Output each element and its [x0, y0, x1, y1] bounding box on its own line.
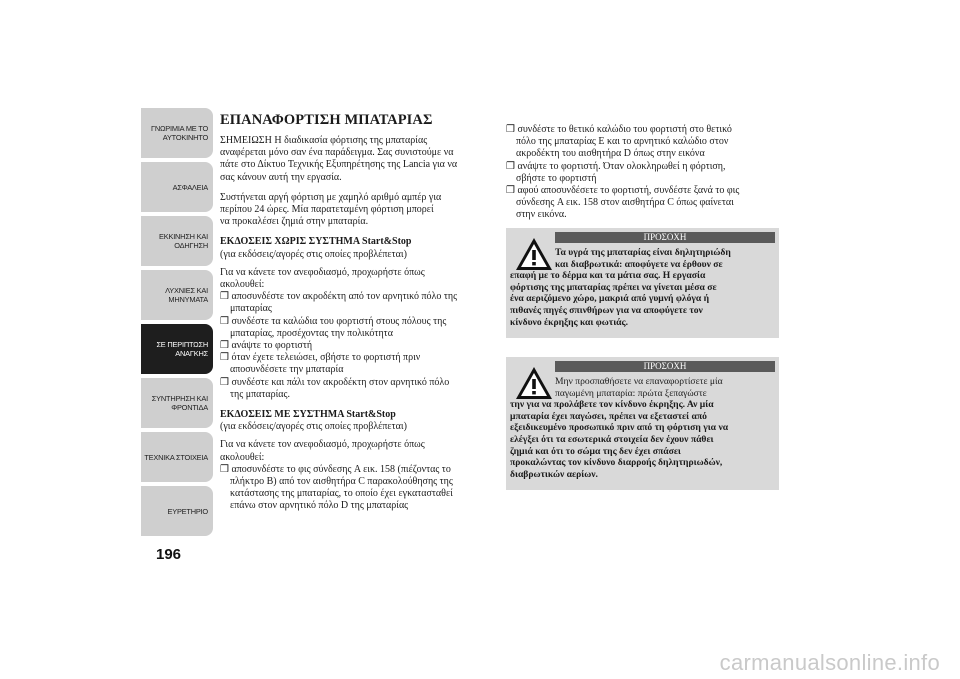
- chapter-tab[interactable]: ΤΕΧΝΙΚΑ ΣΤΟΙΧΕΙΑ: [141, 432, 213, 482]
- intro-line: Για να κάνετε τον ανεφοδιασμό, προχωρήστε όπως: [220, 439, 425, 451]
- warning-line: κίνδυνο έκρηξης και φωτιάς.: [510, 316, 628, 328]
- list-item: ❒ όταν έχετε τελειώσει, σβήστε το φορτιστή πριν αποσυνδέσετε την μπαταρία: [220, 352, 421, 376]
- intro-line: Για να κάνετε τον ανεφοδιασμό, προχωρήστε όπως: [220, 266, 425, 278]
- chapter-tab[interactable]: ΕΥΡΕΤΗΡΙΟ: [141, 486, 213, 536]
- chapter-tab[interactable]: ΣΕ ΠΕΡΙΠΤΩΣΗ ΑΝΑΓΚΗΣ: [141, 324, 213, 374]
- section1-intro: [220, 267, 500, 291]
- note-line: σας κάνουν αυτή την εργασία.: [220, 171, 342, 183]
- warning-line: και διαβρωτικά: αποφύγετε να έρθουν σε: [555, 258, 723, 270]
- warning-line: ελέγξει ότι τα εσωτερικά στοιχεία δεν έχουν πάθει: [510, 433, 714, 445]
- rec-line: περίπου 24 ώρες. Μία παρατεταμένη φόρτιση μπορεί: [220, 204, 434, 216]
- warning-line: εξειδικευμένο προσωπικό πριν από τη φόρτιση για να: [510, 422, 729, 434]
- warning-line: την για να προλάβετε τον κίνδυνο έκρηξης. Αν μία: [510, 399, 714, 411]
- warning-box-1: [506, 228, 779, 338]
- page-number: 196: [156, 546, 182, 563]
- list-item: ❒ συνδέστε τα καλώδια του φορτιστή στους πόλους της μπαταρίας, προσέχοντας την πολικότητα: [220, 315, 447, 339]
- note-paragraph: [220, 135, 500, 184]
- intro-line: ακολουθεί:: [220, 279, 265, 291]
- note-line: ΣΗΜΕΙΩΣΗ Η διαδικασία φόρτισης της μπαταρίας: [220, 135, 428, 146]
- section1-subtitle: (για εκδόσεις/αγορές στις οποίες προβλέπεται): [220, 248, 407, 260]
- warning-line: προκαλώντας τον κίνδυνο διαρροής δηλητηριωδών,: [510, 457, 723, 469]
- chapter-tabs: [141, 108, 213, 540]
- section1-steps: [220, 291, 500, 401]
- warning-header: ΠΡΟΣΟΧΗ: [555, 361, 775, 372]
- section1-title: ΕΚΔΟΣΕΙΣ ΧΩΡΙΣ ΣΥΣΤΗΜΑ Start&Stop: [220, 236, 412, 248]
- list-item: ❒ ανάψτε το φορτιστή: [220, 340, 313, 352]
- warning-triangle-icon: [514, 236, 554, 272]
- warning-line: φόρτισης της μπαταρίας πρέπει να γίνεται μέσα σε: [510, 281, 717, 293]
- section2-subtitle: (για εκδόσεις/αγορές στις οποίες προβλέπεται): [220, 421, 407, 433]
- list-item: ❒ συνδέστε και πάλι τον ακροδέκτη στον αρνητικό πόλο της μπαταρίας.: [220, 376, 450, 400]
- section-title: ΕΠΑΝΑΦΟΡΤΙΣΗ ΜΠΑΤΑΡΙΑΣ: [220, 112, 433, 128]
- warning-line: ένα αεριζόμενο χώρο, μακριά από γυμνή φλόγα ή: [510, 293, 710, 305]
- main-column: [220, 112, 500, 513]
- chapter-tab[interactable]: ΕΚΚΙΝΗΣΗ ΚΑΙ ΟΔΗΓΗΣΗ: [141, 216, 213, 266]
- note-line: αναφέρεται μόνο σαν ένα παράδειγμα. Σας συνιστούμε να: [220, 147, 454, 159]
- section2-title: ΕΚΔΟΣΕΙΣ ΜΕ ΣΥΣΤΗΜΑ Start&Stop: [220, 409, 396, 421]
- list-item: ❒ ανάψτε το φορτιστή. Όταν ολοκληρωθεί η φόρτιση, σβήστε το φορτιστή: [506, 160, 726, 184]
- chapter-tab[interactable]: ΣΥΝΤΗΡΗΣΗ ΚΑΙ ΦΡΟΝΤΙΔΑ: [141, 378, 213, 428]
- chapter-tab[interactable]: ΓΝΩΡΙΜΙΑ ΜΕ ΤΟ ΑΥΤΟΚΙΝΗΤΟ: [141, 108, 213, 158]
- warning-line: επαφή με το δέρμα και τα μάτια σας. Η εργασία: [510, 270, 706, 282]
- section2-intro: [220, 439, 500, 463]
- list-item: ❒ αποσυνδέστε το φις σύνδεσης A εικ. 158 (πιέζοντας το πλήκτρο B) από τον αισθητήρα C παρακολούθησης της κατάστασης της μπαταρίας, το οποίο έχει εγκατασταθεί επάνω στον αρνητικό πόλο D της μπαταρίας: [220, 463, 453, 512]
- watermark: carmanualsonline.info: [719, 650, 940, 675]
- list-item: ❒ αποσυνδέστε τον ακροδέκτη από τον αρνητικό πόλο της μπαταρίας: [220, 291, 458, 315]
- section2-steps: [220, 464, 500, 513]
- chapter-tab[interactable]: ΑΣΦΑΛΕΙΑ: [141, 162, 213, 212]
- warning-line: ζημιά και ότι το σώμα της δεν έχει σπάσει: [510, 445, 681, 457]
- warning-line: Τα υγρά της μπαταρίας είναι δηλητηριώδη: [555, 247, 731, 258]
- list-item: ❒ συνδέστε το θετικό καλώδιο του φορτιστή στο θετικό πόλο της μπαταρίας E και το αρνητικό καλώδιο στον ακροδέκτη του αισθητήρα D όπως στην εικόνα: [506, 124, 732, 160]
- recommendation-paragraph: [220, 192, 500, 229]
- warning-line: παγωμένη μπαταρία: πρώτα ξεπαγώστε: [555, 387, 707, 399]
- warning-header: ΠΡΟΣΟΧΗ: [555, 232, 775, 243]
- intro-line: ακολουθεί:: [220, 451, 265, 463]
- list-item: ❒ αφού αποσυνδέσετε το φορτιστή, συνδέστε ξανά το φις σύνδεσης A εικ. 158 στον αισθητήρα C όπως φαίνεται στην εικόνα.: [506, 185, 740, 221]
- right-column: [506, 124, 778, 222]
- warning-line: Μην προσπαθήσετε να επαναφορτίσετε μία: [555, 376, 723, 387]
- rec-line: Συστήνεται αργή φόρτιση με χαμηλό αριθμό αμπέρ για: [220, 191, 442, 203]
- rec-line: να προκαλέσει ζημιά στην μπαταρία.: [220, 216, 369, 228]
- warning-line: διαβρωτικών αερίων.: [510, 468, 598, 480]
- warning-box-2: [506, 357, 779, 490]
- warning-triangle-icon: [514, 365, 554, 401]
- chapter-tab[interactable]: ΛΥΧΝΙΕΣ ΚΑΙ ΜΗΝΥΜΑΤΑ: [141, 270, 213, 320]
- note-line: πάτε στο Δίκτυο Τεχνικής Εξυπηρέτησης της Lancia για να: [220, 159, 458, 171]
- warning-line: πιθανές πηγές σπινθήρων για να αποφύγετε τον: [510, 304, 703, 316]
- warning-line: μπαταρία έχει παγώσει, πρέπει να εξεταστεί από: [510, 410, 707, 422]
